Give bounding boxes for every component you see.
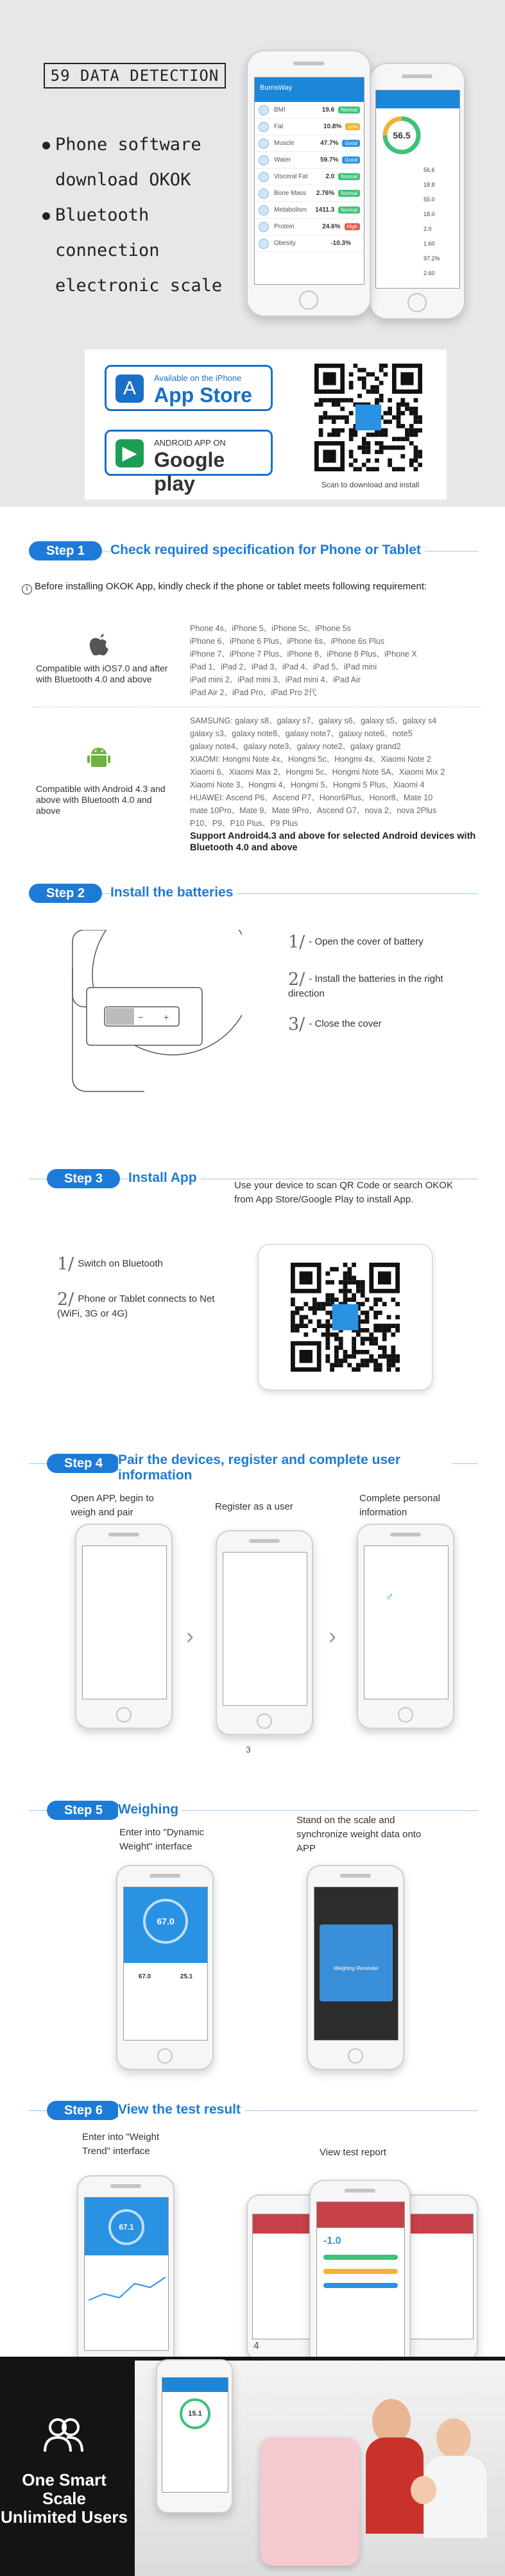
phone-screen <box>162 2377 228 2493</box>
phone-screen: Please stand on the Scale binding Skip Weigh Binding <box>82 1545 167 1699</box>
footer-banner <box>0 2357 505 2576</box>
phone-speaker <box>390 1533 421 1536</box>
trend-gauge: 67.1 <box>108 2209 144 2245</box>
home-button <box>157 2048 173 2064</box>
bullet-icon <box>42 212 50 220</box>
metric-icon <box>259 222 269 232</box>
feature-line: electronic scale <box>55 276 223 296</box>
step4-title: Pair the devices, register and complete user information <box>118 1452 452 1483</box>
qr-code-icon <box>291 1263 400 1372</box>
back-phone-mockup <box>369 63 465 319</box>
metric-row[interactable] <box>255 185 364 202</box>
chevron-right-icon: › <box>329 1622 336 1649</box>
feature-line: Bluetooth <box>42 198 254 233</box>
home-button <box>116 1707 132 1722</box>
step4-badge: Step 4 <box>47 1454 120 1473</box>
android-requirement: Compatible with Android 4.3 and above with Bluetooth 4.0 and above <box>36 784 166 816</box>
apple-icon <box>89 631 110 663</box>
phone-speaker <box>249 1539 280 1543</box>
back-phone-value-list: 56.6 18.8 55.0 18.0 2.0 1.60 97.2% 2.60 <box>424 167 440 276</box>
metric-status-badge: Normal <box>338 106 360 114</box>
metric-status-badge: Normal <box>338 190 360 197</box>
step2-badge: Step 2 <box>29 884 102 903</box>
qr-caption: Scan to download and install <box>321 480 420 489</box>
qr-code-icon <box>314 364 422 471</box>
step1-badge: Step 1 <box>29 541 102 560</box>
scale-outline-icon <box>99 1590 150 1612</box>
step3-title: Install App <box>128 1170 201 1186</box>
metric-row[interactable] <box>255 202 364 219</box>
page-number: 3 <box>246 1744 251 1755</box>
android-icon <box>86 745 112 777</box>
screen-header-bar <box>376 90 459 108</box>
phone-screen <box>223 1552 307 1706</box>
trend-chart <box>85 2255 169 2326</box>
login-button[interactable] <box>233 1645 297 1655</box>
metric-name: Water <box>274 156 291 164</box>
page-number: 4 <box>253 2341 259 2352</box>
android-device-list: SAMSUNG: galaxy s8、galaxy s7、galaxy s6、galaxy s5、galaxy s4 galaxy s3、galaxy note8、galaxy note7、galaxy note6、note5 galaxy note4、galaxy note3、galaxy note2、galaxy grand2 XIAOMI: Hongmi Note 4x、Hongmi 5c、Hongmi 4x、Xiaomi Note 2 Xiaomi 6、Xiaomi Max 2、Hongmi 5c、Hongmi Note 5A、Xiaomi Mix 2 Xiaomi Note 3、Hongmi 4、Hongmi 5、Hongmi 5 Plus、Xiaomi 4 HUAWEI: Ascend P6、Ascend P7、Honor6Plus、Honor8、Mate 10 mate 10Pro、Mate 9、Mate 9Pro、Ascend G7、nova 2、nova 2Plus P10、P9、P10 Plus、P9 Plus Support Android4.3 and above for selected Android devices with Bluetooth 4.0 and above <box>190 714 479 854</box>
metric-row[interactable] <box>255 235 364 252</box>
result-phone-1 <box>77 2175 175 2380</box>
phone-speaker <box>293 62 324 65</box>
svg-text:56.5: 56.5 <box>393 130 411 140</box>
phone-screen <box>254 77 364 285</box>
phone-screen <box>407 2214 474 2339</box>
metric-status-badge: Normal <box>338 206 360 214</box>
google-play-icon: ▶ <box>116 439 144 467</box>
info-icon: i <box>22 584 32 594</box>
metric-icon <box>259 105 269 115</box>
metric-value: 1411.3 <box>315 206 335 214</box>
step5-title: Weighing <box>118 1802 182 1817</box>
phone-speaker <box>110 2184 141 2188</box>
phone-screen: Your Gender? ♂ ♀ Previous Next <box>364 1545 449 1699</box>
phone-screen: Weighing Reminder <box>314 1887 398 2041</box>
requirement-intro: i Before installing OKOK App, kindly check if the phone or tablet meets following requirement: <box>22 580 458 594</box>
download-qr-code[interactable] <box>314 364 422 471</box>
step2-title: Install the batteries <box>110 885 237 900</box>
home-button <box>348 2048 363 2064</box>
metric-icon <box>259 239 269 249</box>
metric-name: Obesity <box>274 240 296 247</box>
metric-value: 24.6% <box>322 223 341 230</box>
apple-app-store-icon: A <box>116 375 144 403</box>
install-app-description: Use your device to scan QR Code or search OKOK from App Store/Google Play to install App. <box>234 1180 453 1205</box>
family-photo <box>347 2380 501 2572</box>
metric-name: Muscle <box>274 140 295 147</box>
chevron-right-icon: › <box>186 1622 194 1649</box>
metric-status-badge: High <box>345 223 360 230</box>
female-gender-icon[interactable]: ♀ <box>412 1586 434 1608</box>
metric-row[interactable] <box>255 152 364 169</box>
bullet-icon <box>42 142 50 149</box>
step5-badge: Step 5 <box>47 1801 120 1820</box>
svg-text:+: + <box>164 1012 169 1022</box>
result-caption-1: Enter into "Weight Trend" interface <box>82 2132 160 2157</box>
metric-row[interactable] <box>255 102 364 119</box>
phone-speaker <box>345 2189 375 2193</box>
register-button[interactable] <box>233 1629 297 1640</box>
phone-speaker <box>150 1874 180 1878</box>
metric-name: Metabolism <box>274 206 307 214</box>
feature-line: Phone software <box>42 127 254 162</box>
phone-speaker <box>340 1874 371 1878</box>
metric-value: 10.8% <box>323 123 342 130</box>
install-step-1: 1/ Switch on Bluetooth <box>57 1254 163 1274</box>
metric-status-badge: Normal <box>338 173 360 180</box>
pair-phone-1 <box>75 1524 173 1729</box>
metric-icon <box>259 172 269 182</box>
svg-text:−: − <box>138 1012 144 1022</box>
metric-icon <box>259 139 269 149</box>
metric-value: 2.0 <box>325 173 335 180</box>
pair-caption-2: Register as a user <box>215 1501 293 1512</box>
metric-name: Visceral Fat <box>274 173 308 180</box>
data-detection-title: 59 DATA DETECTION <box>44 63 226 88</box>
metric-value: -10.3% <box>330 240 351 247</box>
front-phone-mockup <box>246 50 371 317</box>
metric-name: Fat <box>274 123 284 130</box>
ios-requirement: Compatible with iOS7.0 and after with Bluetooth 4.0 and above <box>36 663 168 684</box>
install-step-2: 2/ Phone or Tablet connects to Net (WiFi, 3G or 4G) <box>57 1290 215 1319</box>
footer-photo-panel <box>135 2361 505 2576</box>
app-store-button[interactable]: A Available on the iPhone App Store <box>105 365 273 411</box>
metric-value: 47.7% <box>320 140 339 147</box>
ios-device-list: Phone 4s、iPhone 5、iPhone 5c、iPhone 5s iPhone 6、iPhone 6 Plus、iPhone 6s、iPhone 6s Plus iPhone 7、iPhone 7 Plus、iPhone 8、iPhone 8 Plus、iPhone X iPad 1、iPad 2、iPad 3、iPad 4、iPad 5、iPad mini iPad mini 2、iPad mini 3、iPad mini 4、iPad Air iPad Air 2、iPad Pro、iPad Pro 2代 <box>190 624 417 697</box>
battery-step-2: 2/ - Install the batteries in the right direction <box>288 970 443 999</box>
battery-install-illustration <box>67 930 242 1108</box>
metric-name: BMI <box>274 106 286 114</box>
pair-caption-3: Complete personal information <box>359 1493 440 1518</box>
phone-screen <box>84 2197 169 2351</box>
home-button <box>299 290 318 310</box>
metric-list <box>255 102 364 252</box>
weigh-caption-1: Enter into "Dynamic Weight" interface <box>119 1827 205 1852</box>
metric-value: 59.7% <box>320 156 339 164</box>
metric-row[interactable] <box>255 119 364 135</box>
report-phone-right <box>401 2194 478 2361</box>
metric-row[interactable] <box>255 169 364 185</box>
metric-row[interactable] <box>255 219 364 235</box>
pair-caption-1: Open APP, begin to weigh and pair <box>71 1493 154 1518</box>
progress-gauge-icon <box>376 108 460 160</box>
google-play-button[interactable]: ▶ ANDROID APP ON Google play <box>105 430 273 476</box>
step6-badge: Step 6 <box>47 2101 120 2120</box>
weight-gauge: 67.0 <box>143 1899 188 1944</box>
step1-title: Check required specification for Phone or Tablet <box>110 543 425 558</box>
step6-title: View the test result <box>118 2102 244 2117</box>
multi-user-icon <box>41 2413 86 2461</box>
weigh-caption-2: Stand on the scale and synchronize weight data onto APP <box>296 1815 422 1854</box>
metric-icon <box>259 189 269 199</box>
app-logo-icon: ✦ <box>253 1581 277 1604</box>
metric-status-badge: Low <box>345 123 360 130</box>
phone-screen: 67.0 67.0 25.1 <box>123 1887 208 2041</box>
weigh-phone-1 <box>116 1865 214 2070</box>
home-button <box>407 293 427 312</box>
metric-icon <box>259 205 269 215</box>
metric-status-badge: Good <box>342 156 360 164</box>
smart-scale-image <box>260 2437 359 2566</box>
android-support-note: Support Android4.3 and above for selected Android devices with Bluetooth 4.0 and above <box>190 831 476 853</box>
weigh-phone-2 <box>307 1865 404 2070</box>
home-button <box>398 1707 413 1722</box>
footer-phone <box>156 2359 233 2513</box>
hero-feature-list <box>42 127 254 303</box>
next-button[interactable]: Next <box>431 1651 440 1656</box>
result-caption-2: View test report <box>320 2147 386 2158</box>
footer-gauge: 15.1 <box>180 2398 210 2429</box>
metric-name: Bone Mass <box>274 190 307 197</box>
step3-badge: Step 3 <box>47 1169 120 1188</box>
male-gender-icon[interactable]: ♂ <box>379 1586 400 1608</box>
feature-line: download OKOK <box>55 170 191 190</box>
download-band <box>85 349 447 500</box>
metric-value: 19.6 <box>321 106 335 114</box>
metric-row[interactable] <box>255 135 364 152</box>
metric-status-badge: Good <box>342 140 360 147</box>
home-button <box>257 1713 272 1729</box>
metric-icon <box>259 122 269 132</box>
metric-icon <box>259 155 269 165</box>
battery-step-1: 1/ - Open the cover of battery <box>288 932 424 952</box>
hero-section <box>0 0 505 507</box>
install-qr-card[interactable] <box>258 1244 432 1390</box>
phone-speaker <box>108 1533 139 1536</box>
metric-name: Protein <box>274 223 295 230</box>
battery-step-3: 3/ - Close the cover <box>288 1014 382 1034</box>
previous-button[interactable]: Previous <box>372 1651 390 1656</box>
app-header: BurnsWay <box>255 78 364 102</box>
footer-slogan: One Smart Scale Unlimited Users <box>1 2470 128 2527</box>
pair-phone-3 <box>357 1524 454 1729</box>
phone-speaker <box>402 74 432 78</box>
feature-line: connection <box>55 240 160 260</box>
metric-status-badge <box>355 243 360 244</box>
skip-binding-button[interactable]: Skip Weigh Binding <box>92 1650 157 1660</box>
metric-value: 2.76% <box>316 190 335 197</box>
phone-screen: -1.0 <box>316 2201 405 2362</box>
phone-screen <box>375 90 460 289</box>
pair-phone-2 <box>216 1530 313 1735</box>
